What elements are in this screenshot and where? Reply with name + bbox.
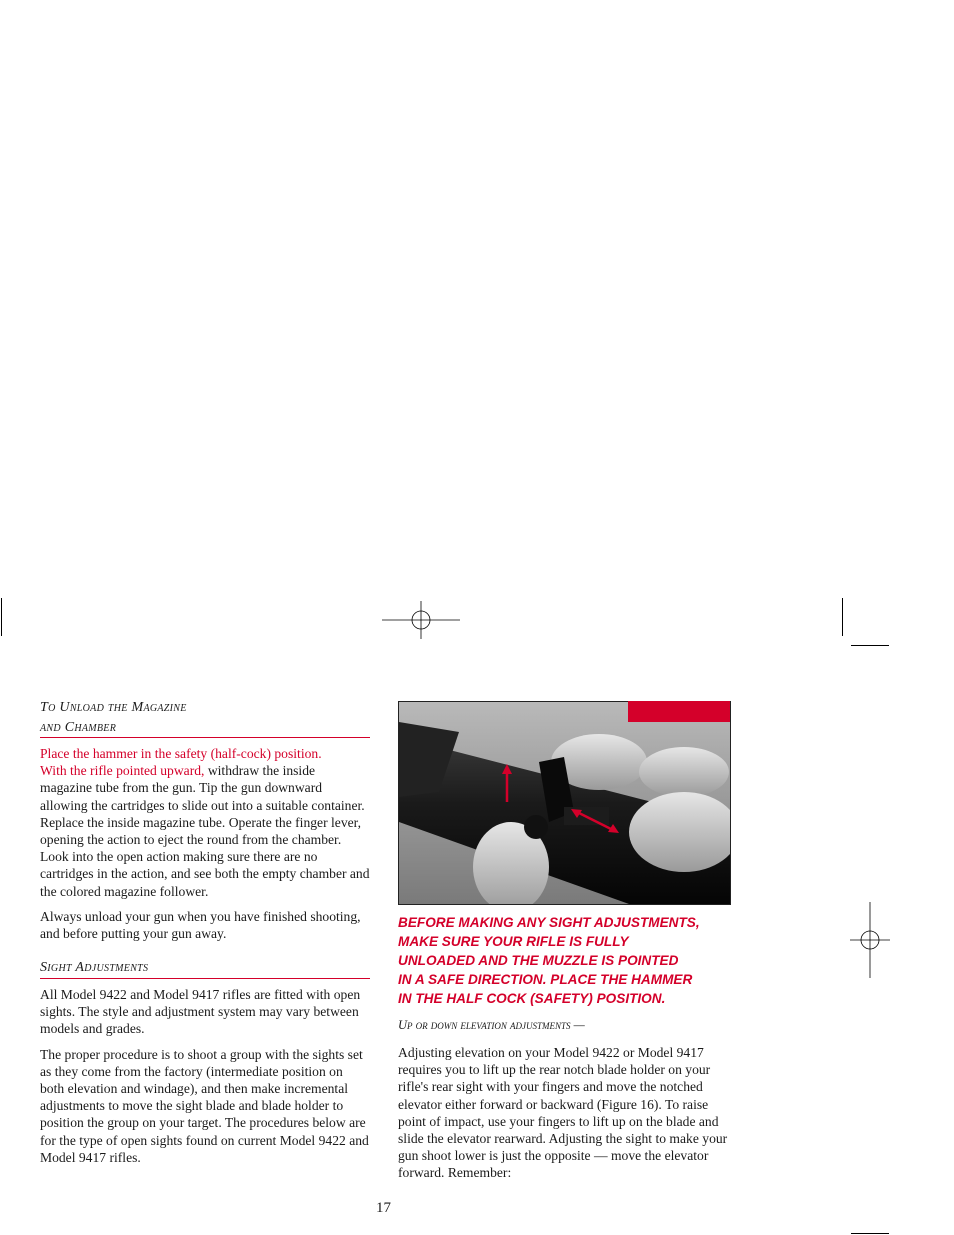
unload-red-intro-line2: With the rifle pointed upward, [40, 763, 205, 779]
rear-sight-photo [398, 701, 731, 905]
unload-heading-rule [40, 737, 370, 738]
sight-heading-rule [40, 978, 370, 979]
warning-line-2: MAKE SURE YOUR RIFLE IS FULLY [398, 934, 629, 949]
crop-mark-right-vertical [842, 598, 843, 636]
warning-line-5: IN THE HALF COCK (SAFETY) POSITION. [398, 991, 666, 1006]
unload-heading [40, 698, 187, 738]
rear-sight-photo-illustration [399, 702, 730, 904]
sight-paragraph-2: The proper procedure is to shoot a group with the sights set as they come from the factory (intermediate position on both elevation and windage), and then make incremental adjustments to move the sight blade and blade holder to position the group on your target. The procedures below are for the type of open sights found on current Model 9422 and Model 9417 rifles. [40, 1046, 369, 1165]
elevation-body [398, 1044, 728, 1190]
unload-paragraph-1 [40, 745, 370, 900]
warning-line-1: BEFORE MAKING ANY SIGHT ADJUSTMENTS, [398, 915, 700, 930]
figure-red-tab [628, 701, 730, 722]
unload-paragraph-1-text: withdraw the inside magazine tube from the gun. Tip the gun downward allowing the cartridges to slide out into a suitable container. Replace the inside magazine tube. Operate the finger lever, opening the action to eject the round from the chamber. Look into the open action making sure there are no cartridges in the action, and see both the empty chamber and the colored magazine follower. [40, 763, 370, 899]
elevation-paragraph: Adjusting elevation on your Model 9422 or Model 9417 requires you to lift up the rear notch blade holder on your rifle's rear sight with your fingers and move the notched elevator either forward or backward (Figure 16). To raise point of impact, use your fingers to lift up on the blade and slide the elevator rearward. Adjusting the sight to make your gun shoot lower is just the opposite — move the elevator forward. Remember: [398, 1045, 728, 1181]
crop-mark-left-vertical [1, 598, 2, 636]
elevation-subhead: Up or down elevation adjustments — [398, 1018, 585, 1032]
crop-mark-right-horizontal-bottom [851, 1233, 889, 1234]
page-number: 17 [376, 1200, 391, 1216]
unload-paragraph-2: Always unload your gun when you have finished shooting, and before putting your gun away. [40, 908, 361, 942]
safety-warning [398, 913, 738, 1008]
warning-line-4: IN A SAFE DIRECTION. PLACE THE HAMMER [398, 972, 693, 987]
crop-mark-right-horizontal-top [851, 645, 889, 646]
unload-body [40, 745, 370, 950]
sight-heading: Sight Adjustments [40, 960, 149, 975]
registration-mark-right-icon [850, 902, 890, 978]
sight-paragraph-1: All Model 9422 and Model 9417 rifles are fitted with open sights. The style and adjustment system may vary between models and grades. [40, 987, 361, 1037]
warning-line-3: UNLOADED AND THE MUZZLE IS POINTED [398, 953, 679, 968]
unload-heading-line2: and Chamber [40, 720, 117, 735]
registration-mark-top-icon [382, 601, 460, 639]
unload-red-intro-line1: Place the hammer in the safety (half-cock) position. [40, 746, 322, 761]
sight-body [40, 986, 370, 1174]
unload-heading-line1: To Unload the Magazine [40, 700, 187, 715]
